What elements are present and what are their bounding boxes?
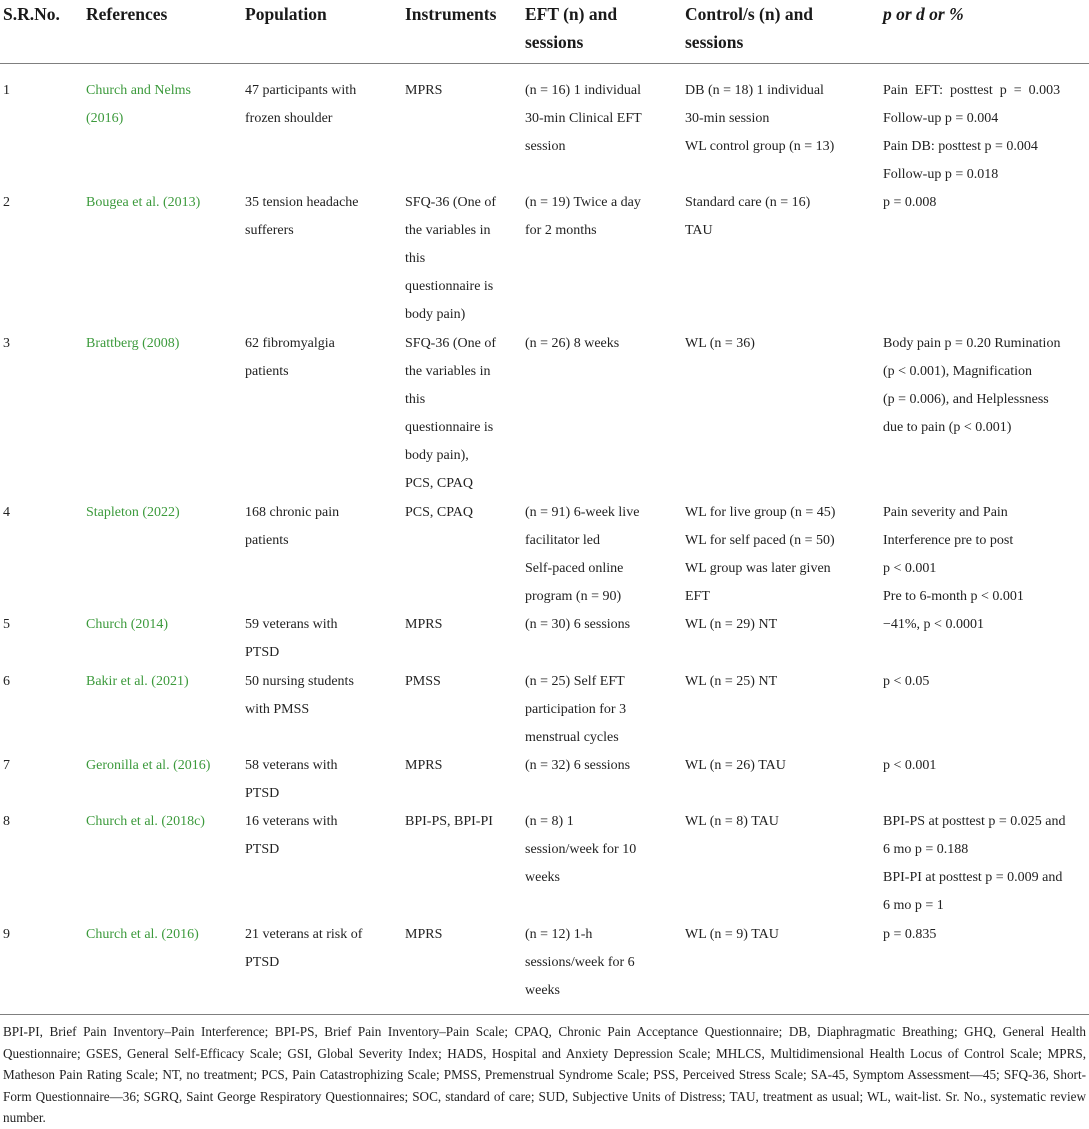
cell-population xyxy=(245,330,395,386)
cell-result-line: due to pain (p < 0.001) xyxy=(883,420,1012,435)
table-footnote: BPI-PI, Brief Pain Inventory–Pain Interference; BPI-PS, Brief Pain Inventory–Pain Scale; CPAQ, Chronic Pain Acceptance Questionnaire; DB, Diaphragmatic Breathing; GHQ, General Health Questionnaire; GSES, General Self-Efficacy Scale; GSI, Global Severity Index; HADS, Hospital and Anxiety Depression Scale; MHLCS, Multidimensional Health Locus of Control Scale; MPRS, Matheson Pain Rating Scale; NT, no treatment; PCS, Pain Catastrophizing Scale; PMSS, Premenstrual Syndrome Scale; PSS, Perceived Stress Scale; SA-45, Symptom Assessment—45; SFQ-36, Short-Form Questionnaire—36; SGRQ, Saint George Respiratory Questionnaires; SOC, standard of care; SUD, Subjective Units of Distress; TAU, treatment as usual; WL, wait-list. Sr. No., systematic review number. xyxy=(3,1024,1086,1125)
cell-result-line: BPI-PI at posttest p = 0.009 and xyxy=(883,870,1063,885)
cell-population-line: frozen shoulder xyxy=(245,111,333,126)
cell-instruments xyxy=(405,330,515,498)
cell-control-line: WL for self paced (n = 50) xyxy=(685,533,835,548)
cell-control xyxy=(685,668,870,696)
cell-population-line: patients xyxy=(245,533,289,548)
cell-result xyxy=(883,921,1088,949)
cell-result-line: 6 mo p = 1 xyxy=(883,898,944,913)
cell-result-line: Pain severity and Pain xyxy=(883,505,1008,520)
cell-instruments-line: BPI-PS, BPI-PI xyxy=(405,814,493,829)
cell-result xyxy=(883,77,1088,189)
cell-reference-line[interactable]: Church et al. (2016) xyxy=(86,927,199,942)
cell-eft xyxy=(525,499,675,611)
cell-result xyxy=(883,189,1088,217)
cell-instruments-line: questionnaire is xyxy=(405,279,494,294)
cell-result-line: Follow-up p = 0.004 xyxy=(883,111,999,126)
cell-eft-line: (n = 8) 1 xyxy=(525,814,574,829)
cell-instruments-line: PMSS xyxy=(405,674,441,689)
cell-result xyxy=(883,611,1088,639)
cell-result-line: −41%, p < 0.0001 xyxy=(883,617,984,632)
cell-reference-line[interactable]: Church (2014) xyxy=(86,617,169,632)
cell-instruments-line: MPRS xyxy=(405,758,443,773)
header-population: Population xyxy=(245,4,327,24)
cell-control xyxy=(685,921,870,949)
cell-control-line: WL (n = 36) xyxy=(685,336,755,351)
cell-instruments xyxy=(405,189,515,329)
cell-srno: 4 xyxy=(3,505,10,520)
cell-eft-line: (n = 30) 6 sessions xyxy=(525,617,631,632)
cell-instruments-line: this xyxy=(405,392,426,407)
cell-eft xyxy=(525,808,675,892)
cell-population-line: PTSD xyxy=(245,786,280,801)
cell-control xyxy=(685,499,870,611)
cell-control-line: WL for live group (n = 45) xyxy=(685,505,836,520)
cell-reference-line[interactable]: Church et al. (2018c) xyxy=(86,814,205,829)
cell-control-line: TAU xyxy=(685,223,713,238)
cell-result-line: (p = 0.006), and Helplessness xyxy=(883,392,1049,407)
cell-population-line: patients xyxy=(245,364,289,379)
cell-instruments-line: SFQ-36 (One of xyxy=(405,195,496,210)
cell-srno: 2 xyxy=(3,195,10,210)
cell-reference-line[interactable]: Bougea et al. (2013) xyxy=(86,195,201,210)
cell-eft xyxy=(525,330,675,358)
cell-reference[interactable] xyxy=(86,330,236,358)
cell-instruments xyxy=(405,808,515,836)
cell-result-line: p < 0.001 xyxy=(883,561,937,576)
cell-control xyxy=(685,808,870,836)
cell-instruments xyxy=(405,921,515,949)
header-eft xyxy=(525,0,675,56)
cell-result xyxy=(883,668,1088,696)
cell-eft-line: facilitator led xyxy=(525,533,601,548)
cell-eft-line: (n = 32) 6 sessions xyxy=(525,758,631,773)
cell-population xyxy=(245,611,395,667)
cell-reference[interactable] xyxy=(86,921,236,949)
cell-population-line: 16 veterans with xyxy=(245,814,338,829)
cell-instruments-line: body pain) xyxy=(405,307,466,322)
cell-eft xyxy=(525,752,675,780)
cell-population-line: PTSD xyxy=(245,645,280,660)
cell-result xyxy=(883,752,1088,780)
cell-result-line: p < 0.001 xyxy=(883,758,937,773)
cell-reference-line[interactable]: (2016) xyxy=(86,111,124,126)
cell-result-line: Interference pre to post xyxy=(883,533,1014,548)
cell-eft xyxy=(525,921,675,1005)
cell-instruments-line: this xyxy=(405,251,426,266)
cell-control xyxy=(685,752,870,780)
cell-instruments-line: the variables in xyxy=(405,364,491,379)
cell-instruments-line: SFQ-36 (One of xyxy=(405,336,496,351)
cell-srno: 9 xyxy=(3,927,10,942)
cell-population-line: 35 tension headache xyxy=(245,195,359,210)
header-srno: S.R.No. xyxy=(3,4,60,24)
cell-reference[interactable] xyxy=(86,752,236,780)
cell-reference-line[interactable]: Brattberg (2008) xyxy=(86,336,180,351)
cell-control-line: EFT xyxy=(685,589,710,604)
cell-population xyxy=(245,77,395,133)
cell-instruments-line: MPRS xyxy=(405,83,443,98)
header-pvalue: p or d or % xyxy=(883,4,964,24)
cell-eft-line: (n = 26) 8 weeks xyxy=(525,336,620,351)
cell-control xyxy=(685,189,870,245)
cell-eft-line: (n = 12) 1-h xyxy=(525,927,593,942)
cell-control-line: WL (n = 26) TAU xyxy=(685,758,786,773)
cell-eft-line: weeks xyxy=(525,870,560,885)
cell-reference-line[interactable]: Church and Nelms xyxy=(86,83,191,98)
cell-eft xyxy=(525,611,675,639)
cell-result-line: BPI-PS at posttest p = 0.025 and xyxy=(883,814,1066,829)
cell-instruments xyxy=(405,668,515,696)
cell-instruments-line: PCS, CPAQ xyxy=(405,505,473,520)
cell-reference-line[interactable]: Geronilla et al. (2016) xyxy=(86,758,211,773)
header-rule xyxy=(0,63,1089,64)
cell-population-line: 47 participants with xyxy=(245,83,357,98)
cell-population-line: PTSD xyxy=(245,842,280,857)
cell-eft-line: session/week for 10 xyxy=(525,842,637,857)
cell-population xyxy=(245,668,395,724)
cell-eft-line: weeks xyxy=(525,983,560,998)
cell-eft-line: (n = 91) 6-week live xyxy=(525,505,640,520)
cell-instruments-line: the variables in xyxy=(405,223,491,238)
cell-result xyxy=(883,499,1088,611)
cell-eft-line: for 2 months xyxy=(525,223,597,238)
cell-population xyxy=(245,921,395,977)
cell-control-line: 30-min session xyxy=(685,111,770,126)
cell-reference[interactable] xyxy=(86,189,236,217)
header-control-line2: sessions xyxy=(685,32,744,52)
cell-population-line: 59 veterans with xyxy=(245,617,338,632)
cell-result-line: Follow-up p = 0.018 xyxy=(883,167,999,182)
cell-eft-line: participation for 3 xyxy=(525,702,627,717)
cell-control-line: DB (n = 18) 1 individual xyxy=(685,83,824,98)
cell-population-line: 21 veterans at risk of xyxy=(245,927,363,942)
cell-control-line: WL (n = 29) NT xyxy=(685,617,778,632)
cell-instruments xyxy=(405,499,515,527)
cell-control-line: WL (n = 8) TAU xyxy=(685,814,779,829)
cell-srno: 8 xyxy=(3,814,10,829)
cell-result-line: Pain DB: posttest p = 0.004 xyxy=(883,139,1038,154)
cell-control-line: WL group was later given xyxy=(685,561,831,576)
header-control-line1: Control/s (n) and xyxy=(685,4,814,24)
cell-instruments xyxy=(405,611,515,639)
cell-eft xyxy=(525,668,675,752)
cell-population-line: PTSD xyxy=(245,955,280,970)
cell-control xyxy=(685,77,870,161)
cell-reference[interactable] xyxy=(86,77,236,133)
cell-population xyxy=(245,189,395,245)
cell-result xyxy=(883,330,1088,442)
cell-eft-line: session xyxy=(525,139,566,154)
cell-eft-line: (n = 25) Self EFT xyxy=(525,674,625,689)
cell-result-line: Body pain p = 0.20 Rumination xyxy=(883,336,1061,351)
cell-instruments-line: MPRS xyxy=(405,927,443,942)
cell-reference-line[interactable]: Bakir et al. (2021) xyxy=(86,674,189,689)
cell-population-line: 58 veterans with xyxy=(245,758,338,773)
cell-reference[interactable] xyxy=(86,499,236,527)
header-eft-line2: sessions xyxy=(525,32,584,52)
cell-population xyxy=(245,808,395,864)
cell-control xyxy=(685,330,870,358)
cell-eft-line: menstrual cycles xyxy=(525,730,619,745)
cell-eft-line: Self-paced online xyxy=(525,561,624,576)
cell-result-line: 6 mo p = 0.188 xyxy=(883,842,969,857)
cell-instruments xyxy=(405,752,515,780)
cell-instruments-line: PCS, CPAQ xyxy=(405,476,473,491)
cell-population xyxy=(245,752,395,808)
cell-srno: 6 xyxy=(3,674,10,689)
header-instruments: Instruments xyxy=(405,4,497,24)
cell-control-line: WL (n = 25) NT xyxy=(685,674,778,689)
bottom-rule xyxy=(0,1014,1089,1015)
cell-population-line: sufferers xyxy=(245,223,294,238)
cell-eft-line: sessions/week for 6 xyxy=(525,955,635,970)
header-control xyxy=(685,0,870,56)
cell-control xyxy=(685,611,870,639)
cell-eft-line: (n = 16) 1 individual xyxy=(525,83,641,98)
cell-control-line: WL (n = 9) TAU xyxy=(685,927,779,942)
cell-eft-line: program (n = 90) xyxy=(525,589,622,604)
header-eft-line1: EFT (n) and xyxy=(525,4,618,24)
cell-result xyxy=(883,808,1088,920)
cell-instruments-line: questionnaire is xyxy=(405,420,494,435)
cell-result-line: Pain EFT: posttest p = 0.003 xyxy=(883,83,1061,98)
cell-population-line: 62 fibromyalgia xyxy=(245,336,335,351)
cell-reference[interactable] xyxy=(86,808,236,836)
cell-eft xyxy=(525,77,675,161)
header-references: References xyxy=(86,4,168,24)
cell-result-line: p = 0.008 xyxy=(883,195,937,210)
cell-population-line: with PMSS xyxy=(245,702,310,717)
cell-srno: 3 xyxy=(3,336,10,351)
cell-reference[interactable] xyxy=(86,668,236,696)
cell-control-line: Standard care (n = 16) xyxy=(685,195,811,210)
cell-result-line: p < 0.05 xyxy=(883,674,930,689)
cell-population-line: 50 nursing students xyxy=(245,674,354,689)
cell-reference-line[interactable]: Stapleton (2022) xyxy=(86,505,180,520)
cell-population xyxy=(245,499,395,555)
cell-srno: 5 xyxy=(3,617,10,632)
cell-srno: 1 xyxy=(3,83,10,98)
cell-instruments-line: MPRS xyxy=(405,617,443,632)
cell-instruments-line: body pain), xyxy=(405,448,469,463)
cell-control-line: WL control group (n = 13) xyxy=(685,139,835,154)
cell-eft-line: 30-min Clinical EFT xyxy=(525,111,642,126)
cell-srno: 7 xyxy=(3,758,10,773)
cell-reference[interactable] xyxy=(86,611,236,639)
cell-result-line: (p < 0.001), Magnification xyxy=(883,364,1033,379)
cell-eft xyxy=(525,189,675,245)
cell-result-line: p = 0.835 xyxy=(883,927,937,942)
cell-result-line: Pre to 6-month p < 0.001 xyxy=(883,589,1024,604)
cell-population-line: 168 chronic pain xyxy=(245,505,340,520)
cell-instruments xyxy=(405,77,515,105)
cell-eft-line: (n = 19) Twice a day xyxy=(525,195,641,210)
